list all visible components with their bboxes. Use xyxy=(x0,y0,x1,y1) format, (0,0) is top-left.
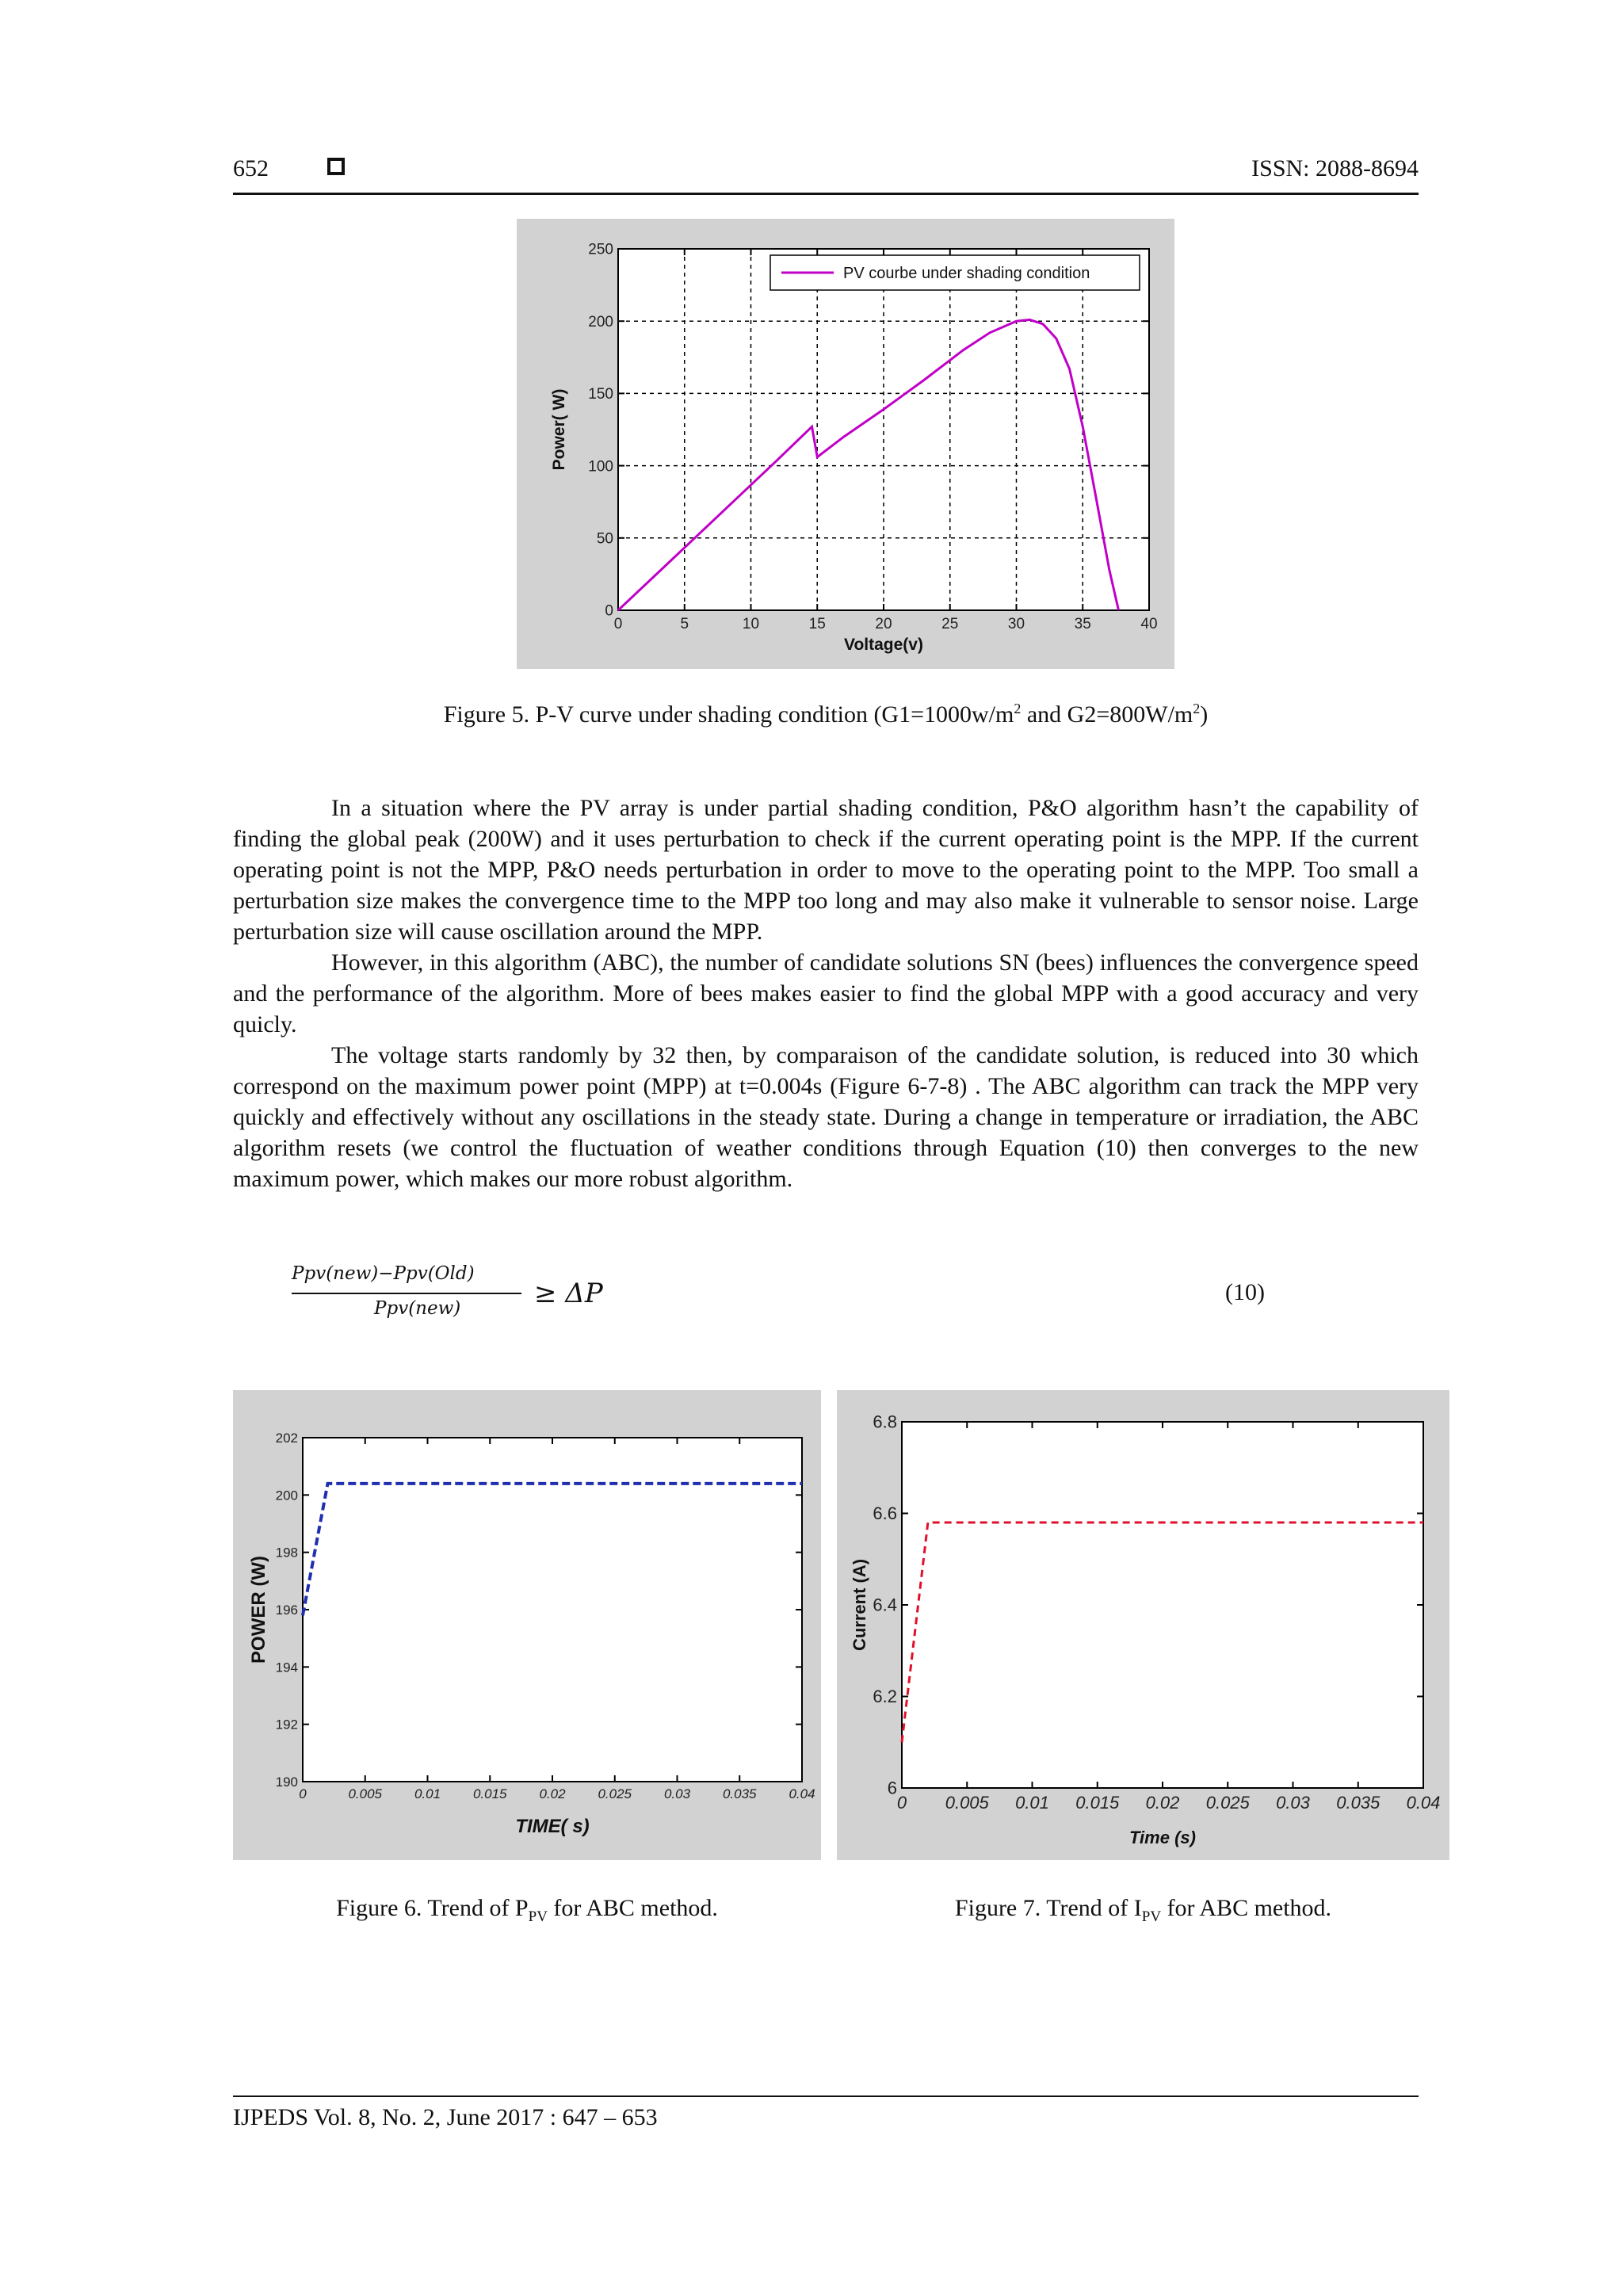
x-tick-label: 0.035 xyxy=(722,1786,757,1801)
figure-5 xyxy=(517,219,1174,669)
x-tick-label: 0.025 xyxy=(598,1786,632,1801)
x-tick-label: 0.035 xyxy=(1336,1793,1381,1813)
y-tick-label: 198 xyxy=(275,1545,298,1561)
x-tick-label: 0.02 xyxy=(539,1786,566,1801)
pv-curve-chart xyxy=(517,219,1174,669)
header-rule xyxy=(233,193,1419,195)
y-tick-label: 200 xyxy=(275,1488,298,1503)
x-tick-label: 0.005 xyxy=(945,1793,989,1813)
x-tick-label: 0 xyxy=(896,1793,907,1813)
x-tick-label: 0.015 xyxy=(1075,1793,1120,1813)
figure-7-caption: Figure 7. Trend of $I_{PV}$ for ABC method. xyxy=(954,1895,1332,1925)
y-tick-label: 190 xyxy=(275,1774,298,1790)
footer-rule xyxy=(233,2095,1419,2097)
fraction-bar xyxy=(292,1293,521,1294)
x-tick-label: 35 xyxy=(1074,616,1091,632)
x-tick-label: 0.005 xyxy=(348,1786,383,1801)
y-tick-label: 200 xyxy=(588,313,613,330)
y-axis-label: Power( W) xyxy=(550,388,568,471)
body-text xyxy=(233,793,1419,1194)
x-tick-label: 15 xyxy=(808,616,826,632)
figure-6 xyxy=(233,1390,821,1860)
x-tick-label: 20 xyxy=(875,616,892,632)
page-number: 652 xyxy=(233,155,269,181)
y-tick-label: 50 xyxy=(596,530,613,548)
x-tick-label: 0.02 xyxy=(1145,1793,1180,1813)
equation-relation: ≥ ΔP xyxy=(534,1278,603,1309)
power-trend-chart xyxy=(233,1390,821,1860)
x-axis-label: Time (s) xyxy=(1129,1828,1196,1847)
x-tick-label: 0.03 xyxy=(1276,1793,1310,1813)
y-tick-label: 250 xyxy=(588,241,613,258)
plot-area xyxy=(618,249,1149,610)
legend-label: PV courbe under shading condition xyxy=(843,265,1090,282)
y-tick-label: 202 xyxy=(275,1430,298,1446)
x-tick-label: 0.025 xyxy=(1205,1793,1250,1813)
figure-5-caption: Figure 5. P-V curve under shading condition ($G1=1000w/m^2$ and $G2=800W/m^2$) xyxy=(443,701,1209,728)
x-tick-label: 30 xyxy=(1007,616,1025,632)
plot-area xyxy=(303,1438,802,1782)
y-tick-label: 150 xyxy=(588,386,613,403)
current-trend-chart xyxy=(837,1390,1449,1860)
y-tick-label: 6.6 xyxy=(873,1503,897,1524)
y-tick-label: 196 xyxy=(275,1602,298,1618)
x-tick-label: 0.04 xyxy=(789,1786,815,1801)
paragraph: The voltage starts randomly by 32 then, by comparaison of the candidate solution, is reduced into 30 which correspond on the maximum power point (MPP) at t=0.004s (Figure 6-7-8) . The ABC algorithm can track the MPP very quickly and effectively without any oscillations in the steady state. During a change in temperature or irradiation, the ABC algorithm resets (we control the fluctuation of weather conditions through Equation (10) then converges to the new maximum power, which makes our more robust algorithm. xyxy=(233,1042,1419,1192)
x-tick-label: 0 xyxy=(299,1786,307,1801)
equation-denominator: Ppv(new) xyxy=(374,1298,461,1319)
footer-citation: IJPEDS Vol. 8, No. 2, June 2017 : 647 – 653 xyxy=(233,2104,658,2130)
y-tick-label: 0 xyxy=(605,602,613,620)
x-tick-label: 0.03 xyxy=(663,1786,691,1801)
y-tick-label: 6.8 xyxy=(873,1412,897,1432)
y-tick-label: 6 xyxy=(887,1778,897,1798)
equation-number: (10) xyxy=(1225,1279,1265,1305)
x-tick-label: 0.04 xyxy=(1406,1793,1441,1813)
paragraph: However, in this algorithm (ABC), the number of candidate solutions SN (bees) influences the convergence speed and the performance of the algorithm. More of bees makes easier to find the global MPP with a good accuracy and very quicly. xyxy=(233,949,1419,1037)
figure-6-caption: Figure 6. Trend of $P_{PV}$ for ABC method. xyxy=(336,1895,718,1925)
x-axis-label: Voltage(v) xyxy=(844,636,923,654)
y-tick-label: 192 xyxy=(275,1717,298,1733)
y-tick-label: 100 xyxy=(588,458,613,476)
y-tick-label: 6.2 xyxy=(873,1687,897,1707)
equation-numerator: Ppv(new)−Ppv(Old) xyxy=(292,1263,475,1284)
x-tick-label: 10 xyxy=(742,616,760,632)
plot-area xyxy=(902,1422,1423,1788)
y-axis-label: POWER (W) xyxy=(248,1556,269,1664)
y-tick-label: 194 xyxy=(275,1660,298,1675)
x-tick-label: 0 xyxy=(613,616,623,632)
y-tick-label: 6.4 xyxy=(873,1595,897,1615)
x-tick-label: 5 xyxy=(680,616,689,632)
figure-7 xyxy=(837,1390,1449,1860)
x-axis-label: TIME( s) xyxy=(515,1816,590,1837)
x-tick-label: 0.015 xyxy=(472,1786,507,1801)
equation-10 xyxy=(292,1263,1322,1335)
x-tick-label: 0.01 xyxy=(414,1786,441,1801)
x-tick-label: 25 xyxy=(941,616,959,632)
journal-issn: ISSN: 2088-8694 xyxy=(1251,155,1419,181)
checkbox-square-icon xyxy=(327,158,345,175)
x-tick-label: 0.01 xyxy=(1015,1793,1049,1813)
y-axis-label: Current (A) xyxy=(850,1558,869,1652)
x-tick-label: 40 xyxy=(1140,616,1158,632)
paragraph: In a situation where the PV array is under partial shading condition, P&O algorithm hasn’t the capability of finding the global peak (200W) and it uses perturbation to check if the current operating point is the MPP. If the current operating point is not the MPP, P&O needs perturbation in order to move to the operating point to the MPP. Too small a perturbation size makes the convergence time to the MPP too long and may also make it vulnerable to sensor noise. Large perturbation size will cause oscillation around the MPP. xyxy=(233,795,1419,945)
